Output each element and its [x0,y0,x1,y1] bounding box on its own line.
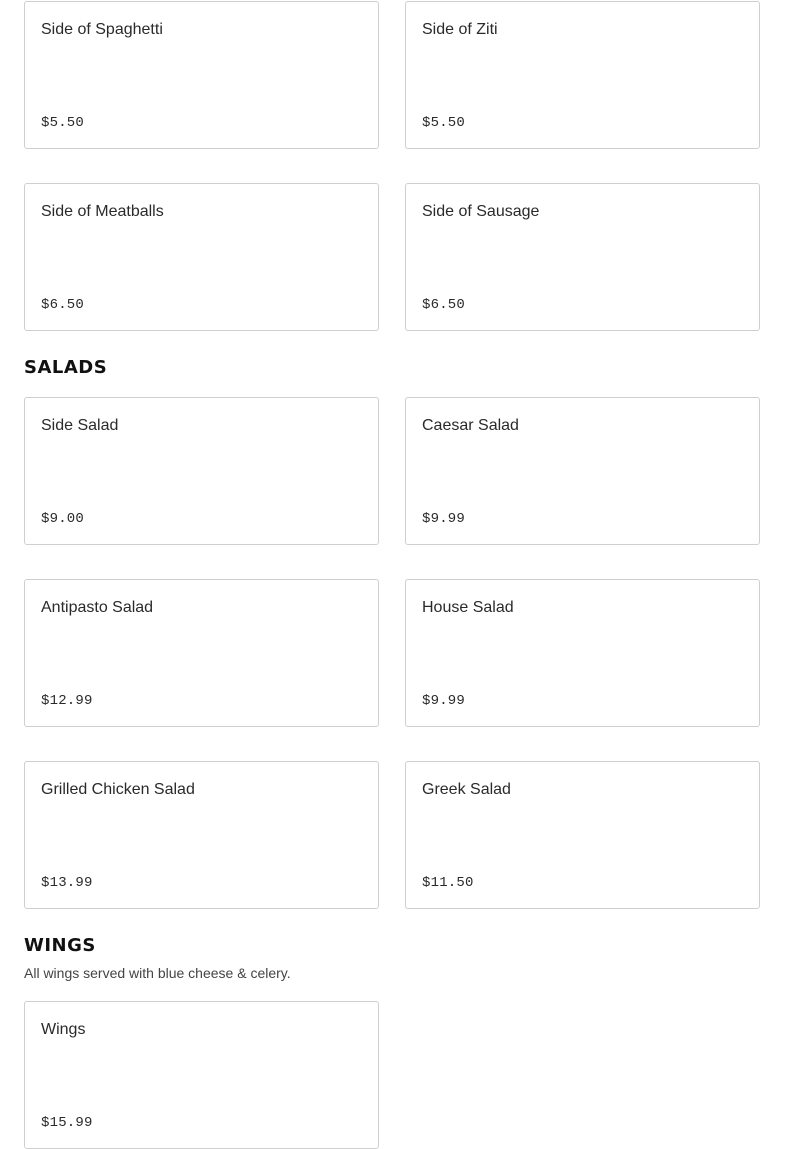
menu-item-card[interactable] [24,183,379,331]
menu-item-price: $5.50 [422,115,466,131]
menu-item-price: $6.50 [422,297,466,313]
menu-item-name: Wings [41,1021,86,1038]
menu-item-price: $9.00 [41,511,85,527]
menu-item-name: House Salad [422,599,514,616]
menu-item-price: $5.50 [41,115,85,131]
menu-item-price: $6.50 [41,297,85,313]
menu-item-price: $9.99 [422,693,466,709]
menu-item-name: Side Salad [41,417,119,434]
menu-item-price: $13.99 [41,875,93,891]
menu-item-name: Side of Sausage [422,203,540,220]
menu-item-name: Side of Ziti [422,21,498,38]
menu-item-price: $11.50 [422,875,474,891]
menu-item-card[interactable] [405,761,760,909]
menu-item-card[interactable] [24,579,379,727]
menu-item-name: Caesar Salad [422,417,519,434]
menu-item-price: $9.99 [422,511,466,527]
menu-item-card[interactable] [24,1001,379,1149]
section-title-wings: WINGS [24,935,96,956]
menu-item-price: $15.99 [41,1115,93,1131]
menu-item-card[interactable] [24,761,379,909]
menu-item-price: $12.99 [41,693,93,709]
menu-item-card[interactable] [405,397,760,545]
section-title-salads: SALADS [24,357,108,378]
menu-item-name: Side of Meatballs [41,203,164,220]
menu-item-card[interactable] [405,1,760,149]
menu-item-name: Antipasto Salad [41,599,154,616]
menu-item-name: Side of Spaghetti [41,21,163,38]
menu-item-name: Grilled Chicken Salad [41,781,195,798]
menu-item-card[interactable] [24,1,379,149]
menu-item-card[interactable] [405,183,760,331]
menu-item-card[interactable] [24,397,379,545]
menu-item-card[interactable] [405,579,760,727]
menu-item-name: Greek Salad [422,781,511,798]
section-description-wings: All wings served with blue cheese & celery. [24,965,291,981]
